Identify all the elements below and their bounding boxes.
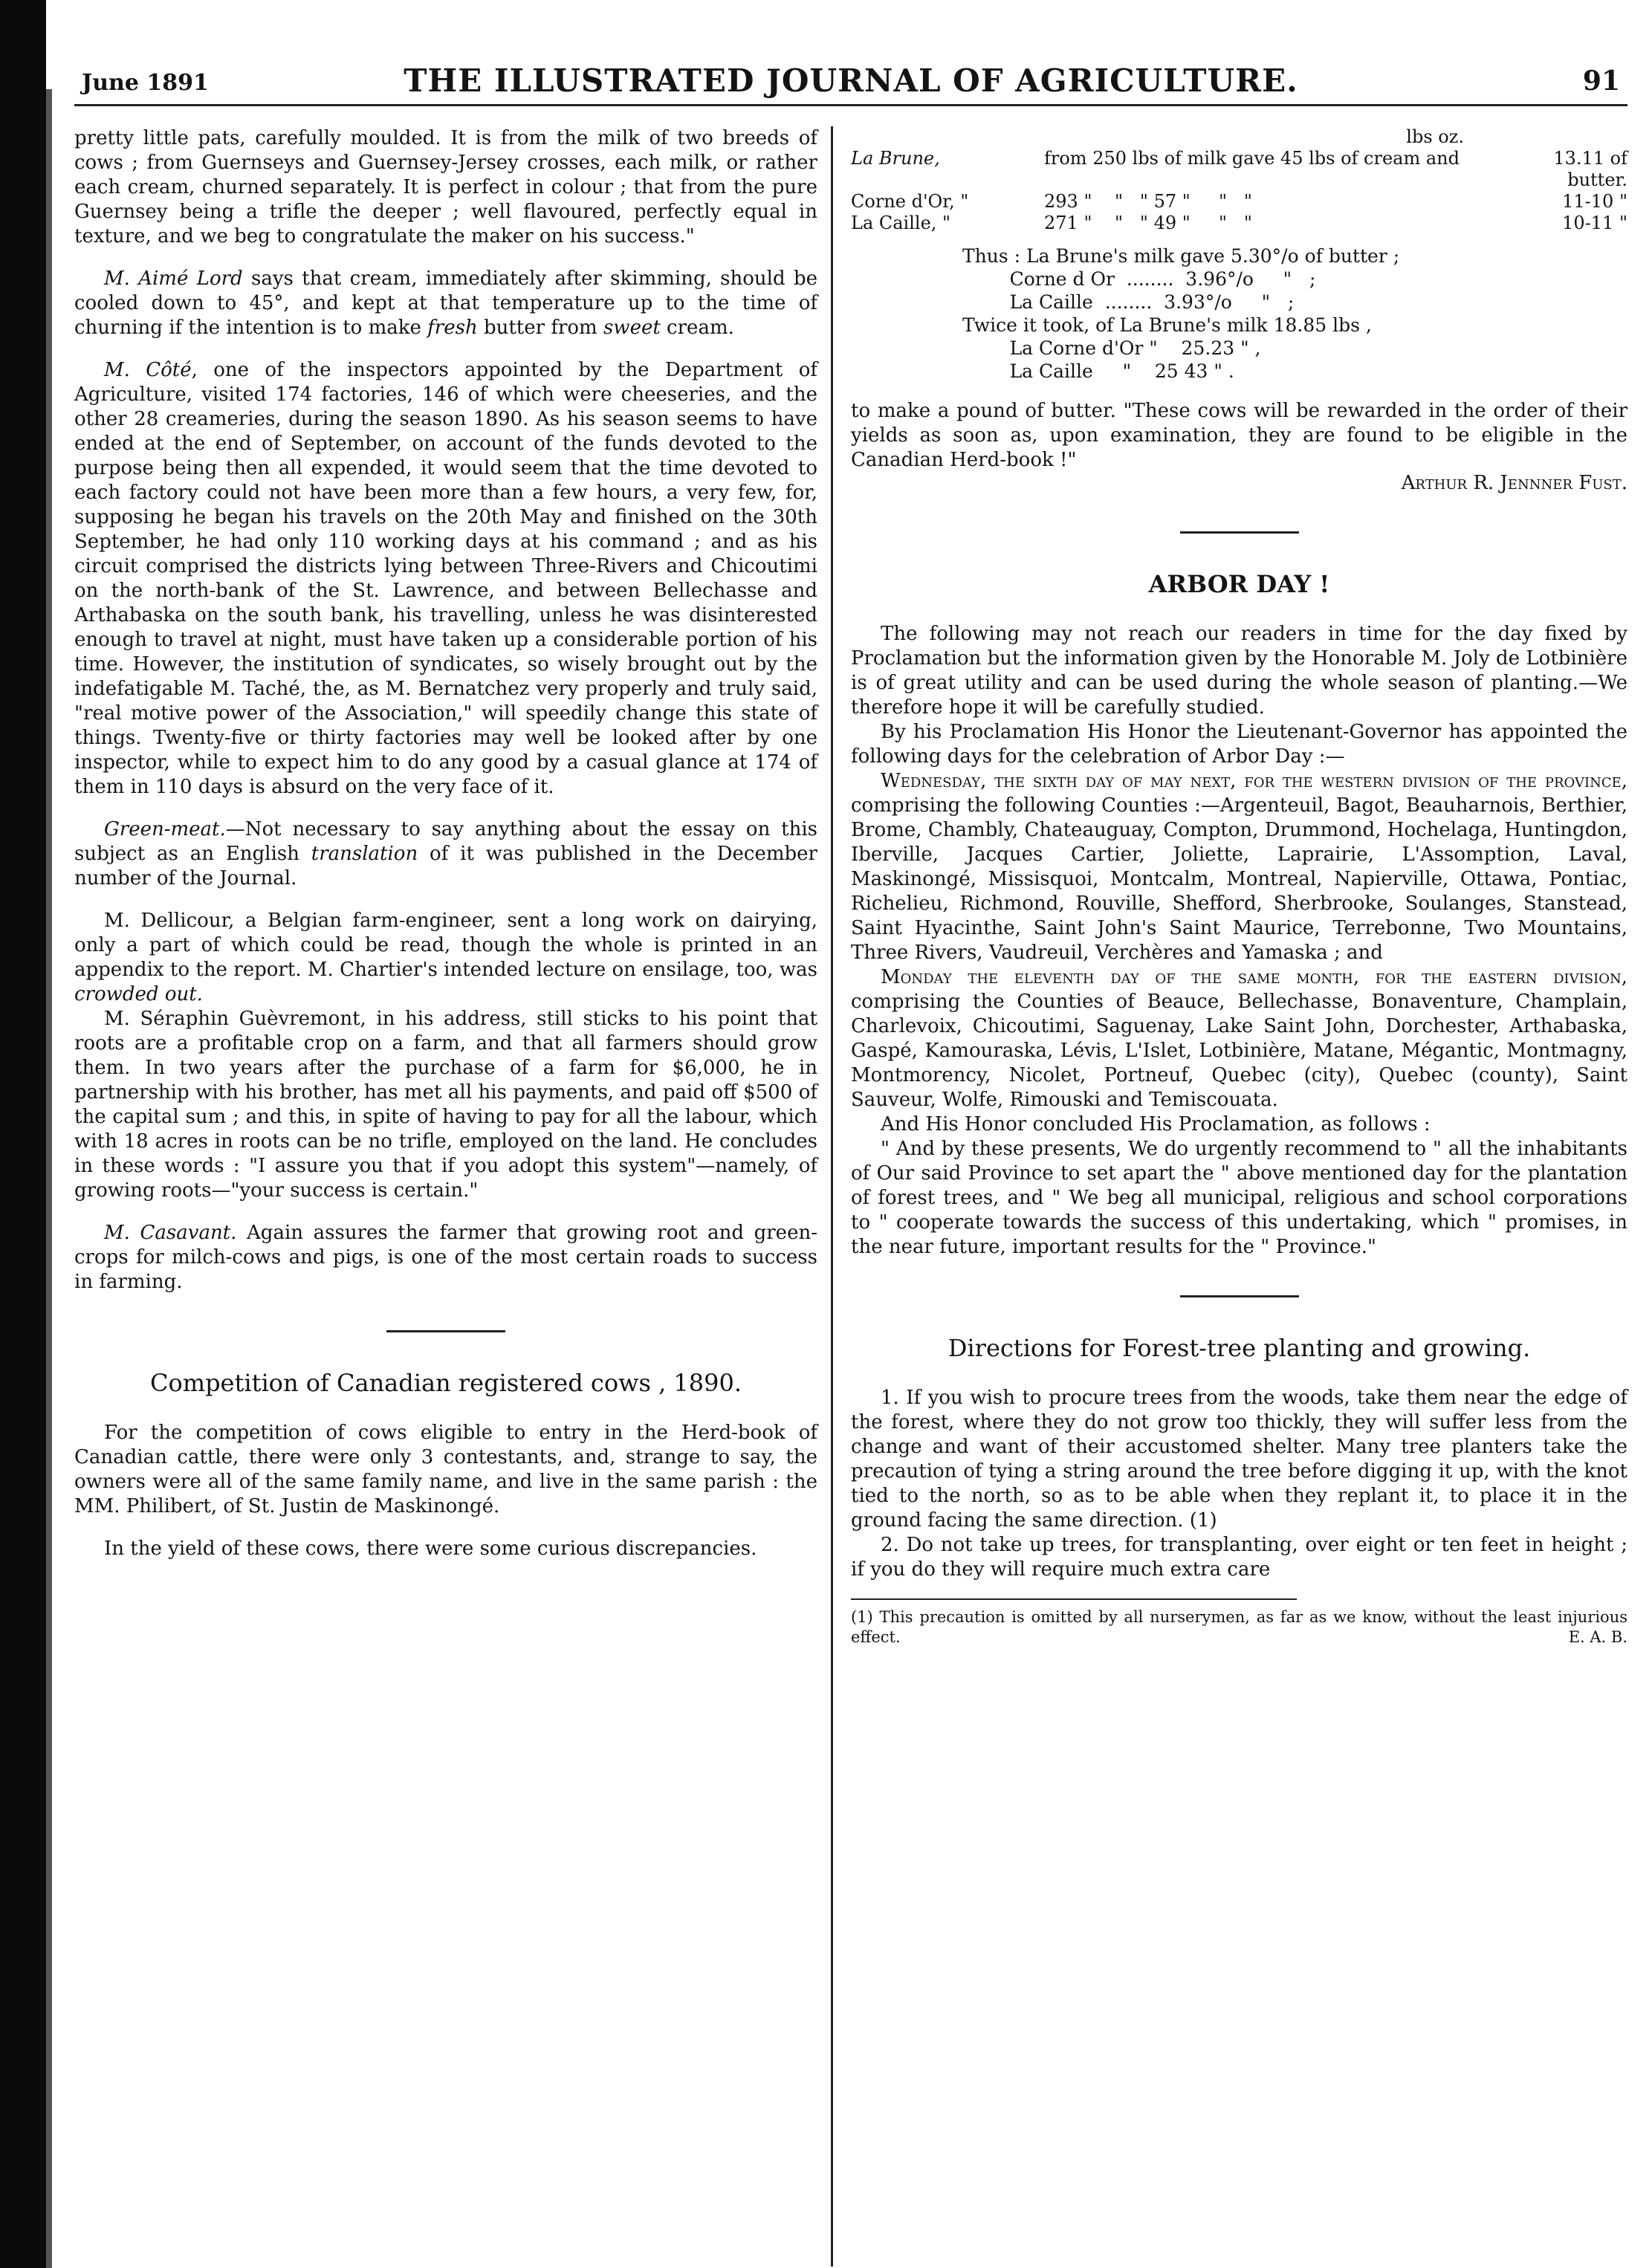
paragraph: Monday the eleventh day of the same month, for the eastern division, comprising the Counties of Beauce, Bellechasse, Bonaventure, Champlain, Charlevoix, Chicoutimi, Saguenay, Lake Saint John, Dorchester, Arthabaska, Gaspé, Kamouraska, Lévis, L'Islet, Lotbinière, Matane, Mégantic, Montmagny, Montmorency, Nicolet, Portneuf, Quebec (city), Quebec (county), Saint Sauveur, Wolfe, Rimouski and Temiscouata. [851, 966, 1627, 1111]
table-row: La Caille, " 271 " " " 49 " " " 10-11 " [851, 213, 1627, 233]
page-number: 91 [1582, 65, 1620, 97]
scan-edge-shadow [0, 0, 46, 2268]
header-title: THE ILLUSTRATED JOURNAL OF AGRICULTURE. [404, 62, 1298, 99]
paragraph: In the yield of these cows, there were some curious discrepancies. [104, 1538, 757, 1560]
right-column [851, 126, 1627, 1647]
scan-edge-shadow-inner [46, 89, 52, 2268]
paragraph: For the competition of cows eligible to entry in the Herd-book of Canadian cattle, there were only 3 contestants, and, strange to say, the owners were all of the same family name, and live in the same parish : the MM. Philibert, of St. Justin de Maskinongé. [74, 1422, 817, 1517]
paragraph: M. Aimé Lord says that cream, immediately after skimming, should be cooled down to 45°, and kept at that temperature up to the time of churning if the intention is to make fresh butter from sweet cream. [74, 268, 817, 339]
footnote-signature: E. A. B. [1568, 1628, 1627, 1646]
topic-name: Green-meat. [104, 818, 226, 840]
paragraph: 2. Do not take up trees, for transplanting, over eight or ten feet in height ; if you do they will require much extra care [851, 1534, 1627, 1581]
footnote: (1) This precaution is omitted by all nurserymen, as far as we know, without the least injurious effect. E. A. B. [851, 1608, 1627, 1646]
column-divider [831, 126, 833, 2267]
proclamation-quote: " And by these presents, We do urgently recommend to " all the inhabitants of Our said Province to set apart the " above mentioned day for the plantation of forest trees, and " We beg all municipal, religious and school corporations to " cooperate towards the success of this undertaking, which " promises, in the near future, important results for the " Province." [851, 1138, 1627, 1258]
paragraph: Green-meat.—Not necessary to say anything about the essay on this subject as an English translation of it was published in the December number of the Journal. [74, 818, 817, 890]
paragraph: pretty little pats, carefully moulded. It is from the milk of two breeds of cows ; from Guernseys and Guernsey-Jersey crosses, each milk, or rather each cream, churned separately. It is perfect in colour ; that from the pure Guernsey being a trifle the deeper ; well flavoured, perfectly equal in texture, and we beg to congratulate the maker on his success." [74, 127, 817, 247]
left-column [74, 126, 817, 1579]
paragraph: M. Casavant. Again assures the farmer that growing root and green-crops for milch-cows and pigs, is one of the most certain roads to success in farming. [74, 1222, 817, 1293]
section-title: ARBOR DAY ! [1148, 570, 1330, 598]
summary-line: La Caille " 25 43 " . [962, 360, 1234, 382]
table-row: La Brune, from 250 lbs of milk gave 45 lbs of cream and 13.11 of butter. [851, 148, 1627, 190]
header-date: June 1891 [82, 70, 209, 96]
person-name: M. Côté [104, 359, 192, 381]
paragraph: M. Séraphin Guèvremont, in his address, still sticks to his point that roots are a profitable crop on a farm, and that all farmers should grow them. In two years after the purchase of a farm for $6,000, he in partnership with his brother, has met all his payments, and paid off $500 of the capital sum ; and this, in spite of having to pay for all the labour, which with 18 acres in roots can be no trifle, employed on the land. He concludes in these words : "I assure you that if you adopt this system"—namely, of growing roots—"your success is certain." [74, 1008, 817, 1202]
journal-page [74, 52, 1627, 2252]
section-rule [1180, 1295, 1299, 1297]
paragraph: 1. If you wish to procure trees from the woods, take them near the edge of the forest, where they do not grow too thickly, they will suffer less from the change and want of their accustomed shelter. Many tree planters take the precaution of tying a string around the tree before digging it up, with the knot tied to the north, so as to be able when they replant it, to place it in the ground facing the same direction. (1) [851, 1387, 1627, 1532]
page-header [74, 52, 1627, 106]
section-rule [386, 1330, 505, 1332]
section-rule [1180, 531, 1299, 534]
yield-table [851, 126, 1627, 234]
summary-line: Thus : La Brune's milk gave 5.30°/o of butter ; [962, 245, 1400, 267]
signature: Arthur R. Jennner Fust. [1401, 472, 1627, 494]
summary-line: Twice it took, of La Brune's milk 18.85 lbs , [962, 314, 1372, 336]
paragraph: And His Honor concluded His Proclamation, as follows : [881, 1113, 1431, 1135]
paragraph: M. Côté, one of the inspectors appointed by the Department of Agriculture, visited 174 factories, 146 of which were cheeseries, and the other 28 creameries, during the season 1890. As his season seems to have ended at the end of September, on account of the funds devoted to the purpose being then all expended, it would seem that the time devoted to each factory could not have been more than a few hours, a very few, for, supposing he began his travels on the 20th May and finished on the 30th September, he had only 110 working days at his command ; and as his circuit comprised the districts lying between Three-Rivers and Chicoutimi on the north-bank of the St. Lawrence, and between Bellechasse and Arthabaska on the south bank, his travelling, unless he was disinterested enough to travel at night, must have taken up a considerable portion of his time. However, the institution of syndicates, so wisely brought out by the indefatigable M. Taché, the, as M. Bernatchez very properly and truly said, "real motive power of the Association," will speedily change this state of things. Twenty-five or thirty factories may well be looked after by one inspector, while to expect him to do any good by a casual glance at 174 of them in 110 days is absurd on the very face of it. [74, 359, 817, 798]
summary-line: La Corne d'Or " 25.23 " , [962, 337, 1261, 359]
summary-line: Corne d Or ........ 3.96°/o " ; [962, 268, 1316, 290]
paragraph: By his Proclamation His Honor the Lieutenant-Governor has appointed the following days for the celebration of Arbor Day :— [851, 721, 1627, 768]
yield-summary [851, 244, 1627, 383]
footnote-rule [851, 1598, 1297, 1600]
table-row: Corne d'Or, " 293 " " " 57 " " " 11-10 " [851, 191, 1627, 212]
person-name: M. Aimé Lord [104, 268, 243, 290]
paragraph: M. Dellicour, a Belgian farm-engineer, sent a long work on dairying, only a part of which could be read, though the whole is printed in an appendix to the report. M. Chartier's intended lecture on ensilage, too, was crowded out. [74, 910, 817, 1005]
summary-line: La Caille ........ 3.93°/o " ; [962, 291, 1295, 313]
paragraph: The following may not reach our readers in time for the day fixed by Proclamation but the information given by the Honorable M. Joly de Lotbinière is of great utility and can be used during the whole season of planting.—We therefore hope it will be carefully studied. [851, 623, 1627, 719]
paragraph: to make a pound of butter. "These cows will be rewarded in the order of their yields as soon as, upon examination, they are found to be eligible in the Canadian Herd-book !" [851, 400, 1627, 471]
section-title: Directions for Forest-tree planting and growing. [948, 1334, 1531, 1362]
paragraph: Wednesday, the sixth day of may next, for the western division of the province, comprising the following Counties :—Argenteuil, Bagot, Beauharnois, Berthier, Brome, Chambly, Chateauguay, Compton, Drummond, Hochelaga, Huntingdon, Iberville, Jacques Cartier, Joliette, Laprairie, L'Assomption, Laval, Maskinongé, Missisquoi, Montcalm, Montreal, Napierville, Ottawa, Pontiac, Richelieu, Richmond, Rouville, Shefford, Sherbrooke, Soulanges, Stanstead, Saint Hyacinthe, Saint John's Saint Maurice, Terrebonne, Two Mountains, Three Rivers, Vaudreuil, Verchères and Yamaska ; and [851, 770, 1627, 964]
section-title: Competition of Canadian registered cows , 1890. [149, 1369, 742, 1397]
person-name: M. Casavant. [104, 1222, 237, 1244]
table-header: lbs oz. [1406, 126, 1464, 147]
